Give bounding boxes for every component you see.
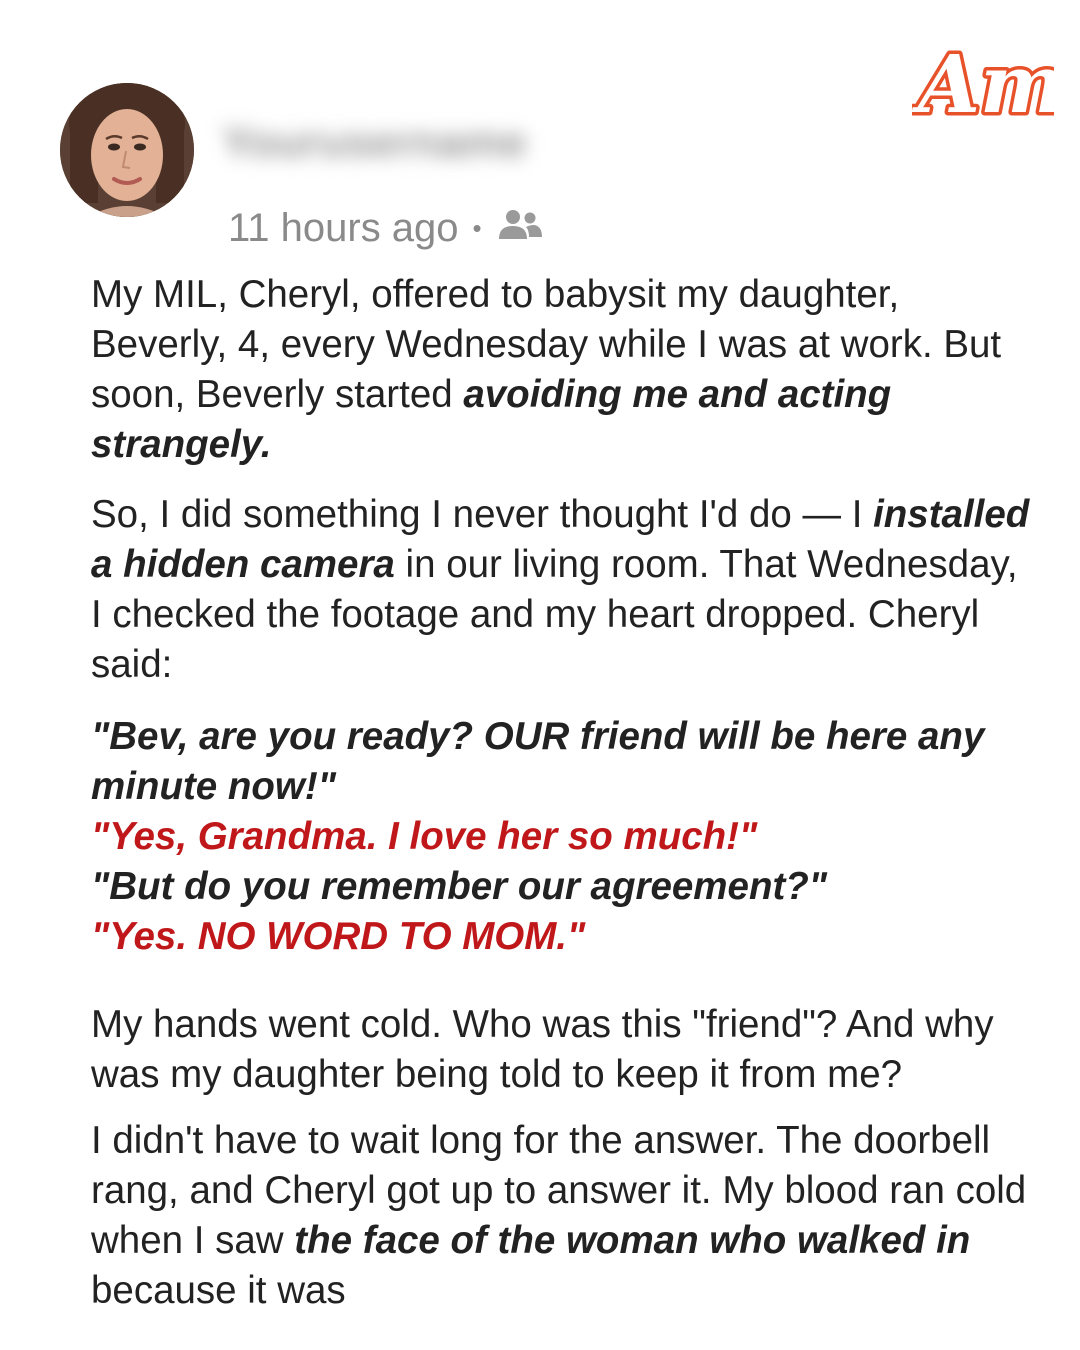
post-time[interactable]: 11 hours ago <box>228 205 459 250</box>
quote-line-cheryl-2: "But do you remember our agreement?" <box>91 865 828 908</box>
friends-icon[interactable] <box>496 206 544 251</box>
post-username[interactable]: Yourusername <box>222 118 527 167</box>
paragraph-4 <box>91 1116 1031 1316</box>
p1-emphasis: avoiding me and acting strangely. <box>91 373 892 466</box>
p2-text-c: in our living room. That Wednesday, I checked the footage and my heart dropped. Cheryl said: <box>91 543 1018 686</box>
p4-text-a: I didn't have to wait long for the answer. The doorbell rang, and Cheryl got up to answer it. My blood ran cold when I saw <box>91 1119 1027 1262</box>
story-content <box>91 270 1031 1316</box>
quote-line-cheryl-1: "Bev, are you ready? OUR friend will be here any minute now!" <box>91 715 985 808</box>
brand-logo <box>912 30 1054 130</box>
p4-emphasis: the face of the woman who walked in <box>294 1219 971 1262</box>
post-meta <box>228 205 544 251</box>
paragraph-1 <box>91 270 1031 470</box>
p2-emphasis: installed a hidden camera <box>91 493 1030 586</box>
p1-text: My MIL, Cheryl, offered to babysit my daughter, Beverly, 4, every Wednesday while I was at work. But soon, Beverly started <box>91 273 1002 416</box>
paragraph-3: My hands went cold. Who was this "friend"? And why was my daughter being told to keep it from me? <box>91 1003 994 1096</box>
p4-text-c: because it was <box>91 1269 346 1312</box>
quote-line-bev-2: "Yes. NO WORD TO MOM." <box>91 915 586 958</box>
quote-line-bev-1: "Yes, Grandma. I love her so much!" <box>91 815 758 858</box>
p2-text-a: So, I did something I never thought I'd do — I <box>91 493 874 536</box>
separator-dot: • <box>472 212 482 243</box>
avatar-photo <box>60 83 194 217</box>
paragraph-2 <box>91 490 1031 690</box>
logo-text: Am <box>918 37 1054 130</box>
avatar[interactable] <box>60 83 194 217</box>
dialogue-quote <box>91 712 1031 962</box>
